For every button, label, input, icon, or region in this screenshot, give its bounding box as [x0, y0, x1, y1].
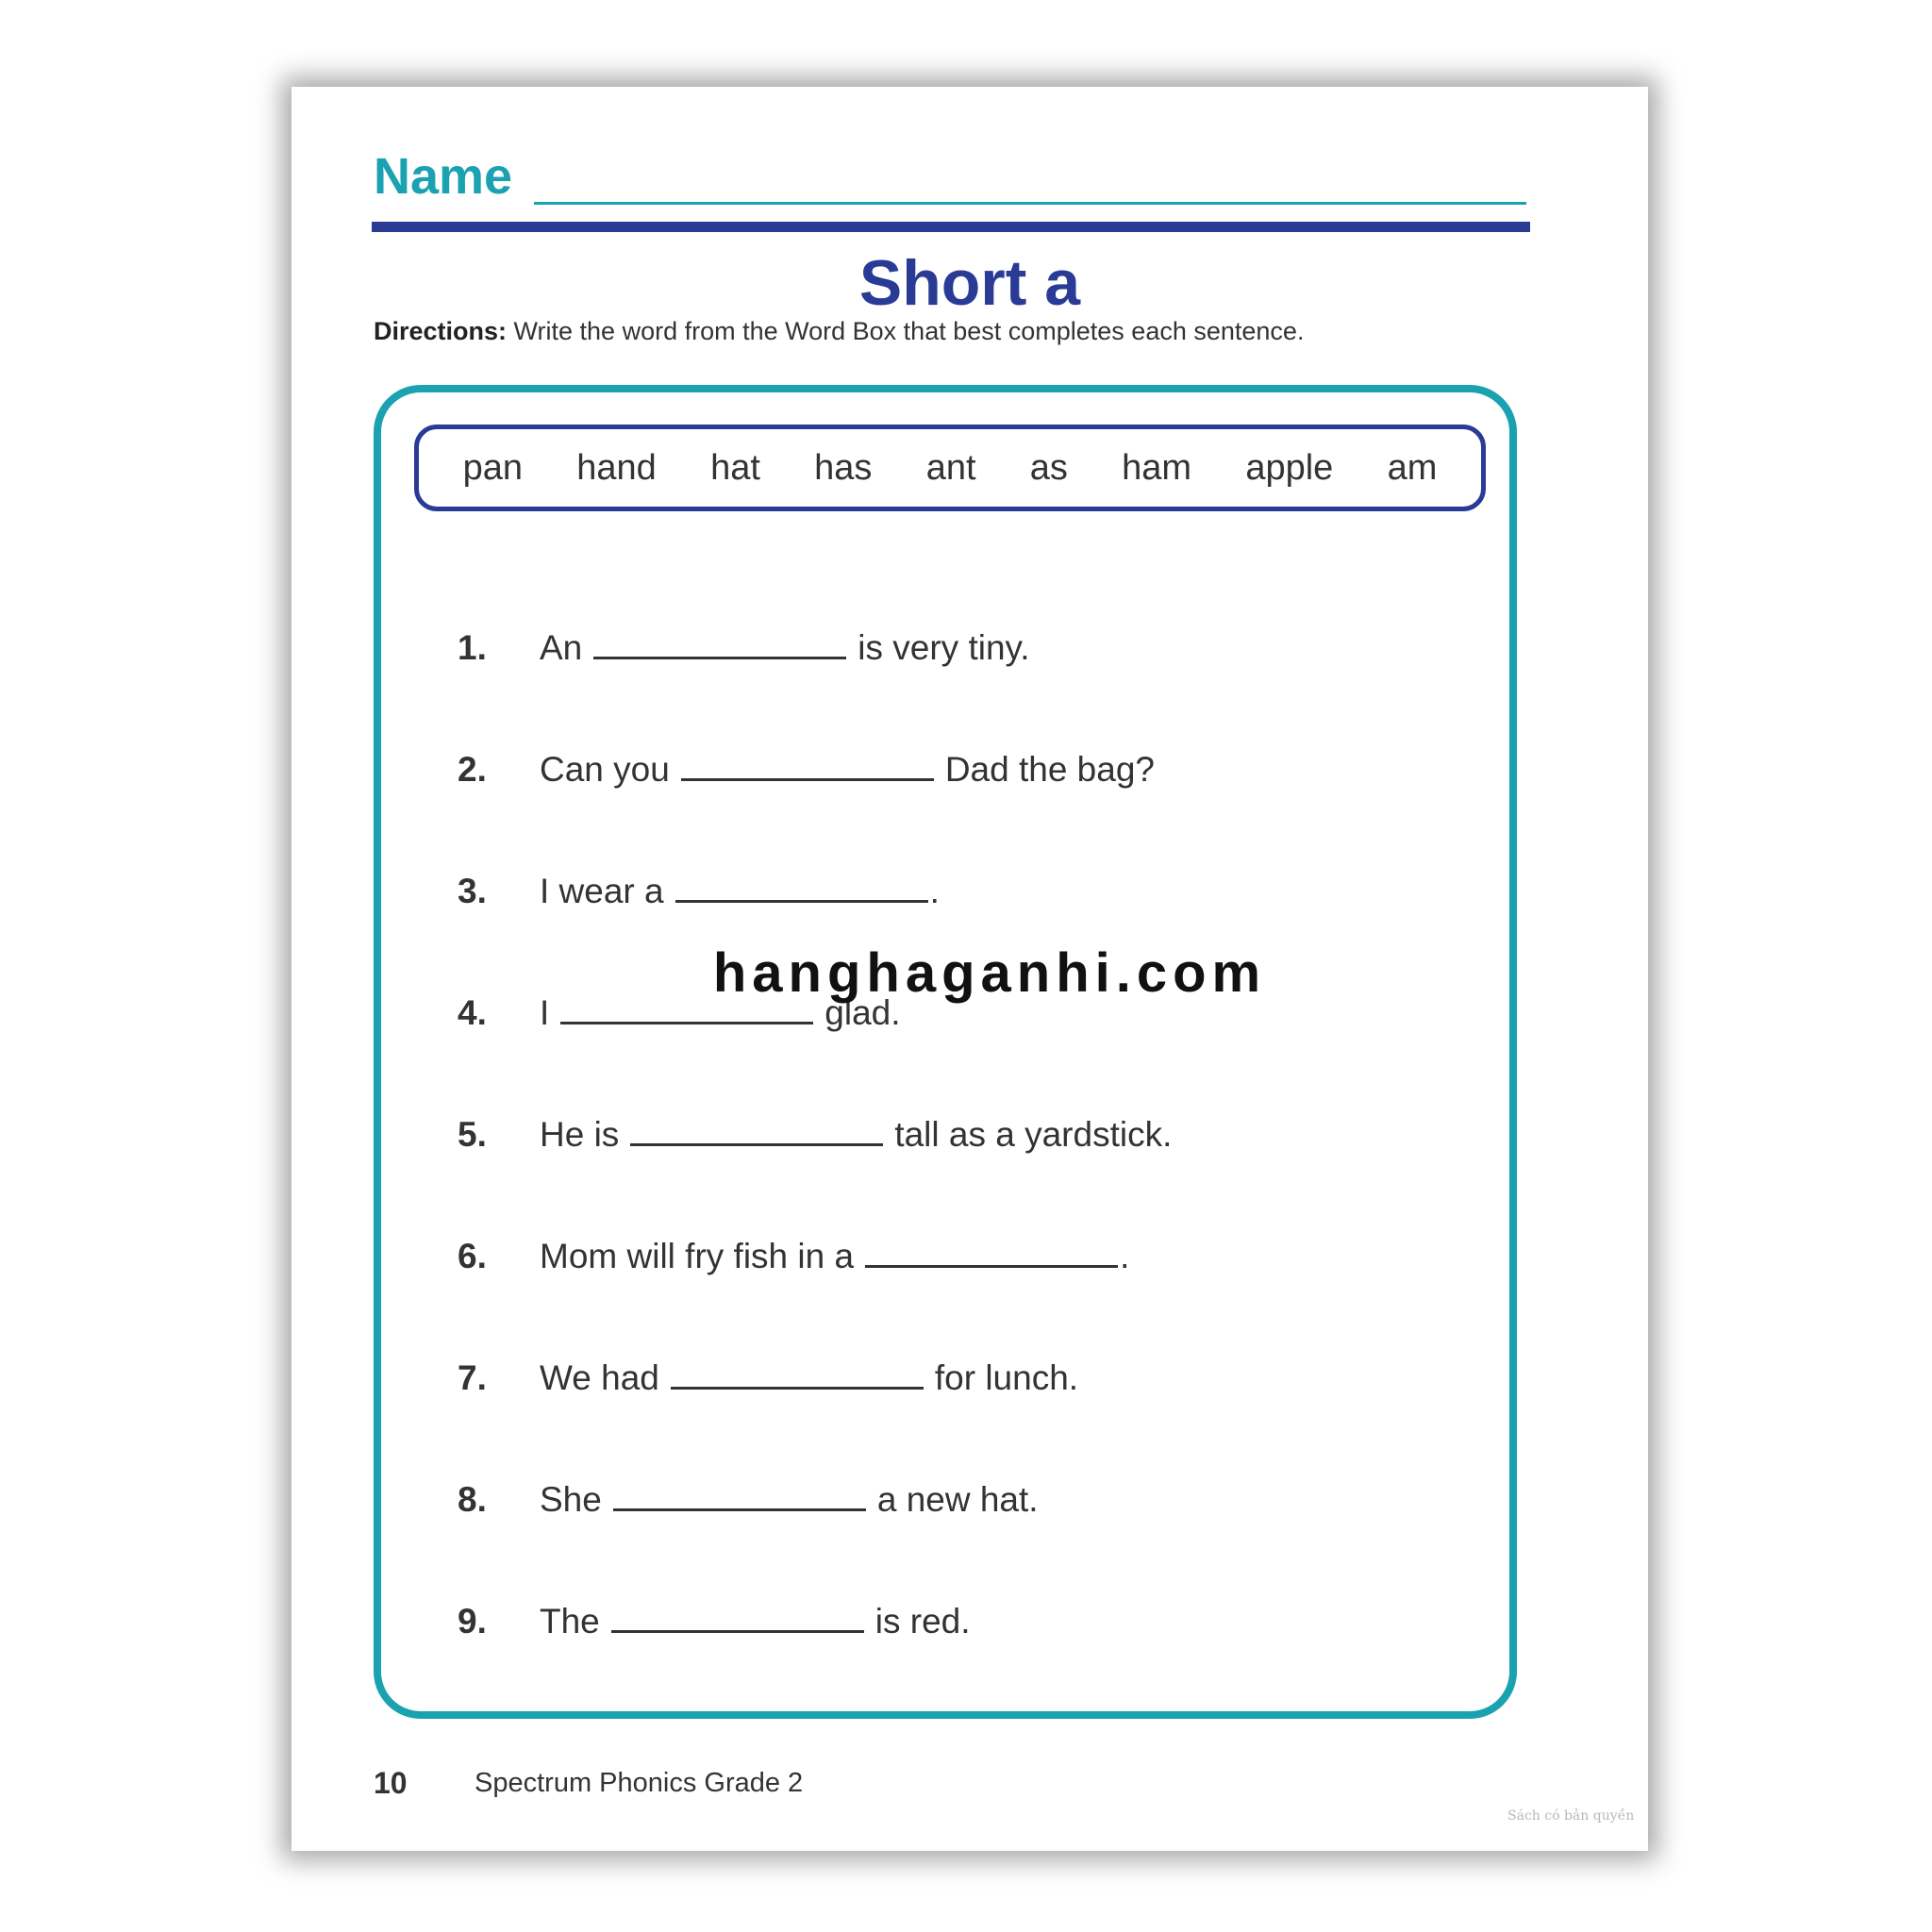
- sentence-number: 5.: [458, 1115, 487, 1154]
- sentence-number: 8.: [458, 1480, 487, 1519]
- answer-blank[interactable]: [611, 1602, 864, 1633]
- page-title: Short a: [858, 247, 1081, 319]
- answer-blank[interactable]: [630, 1115, 883, 1146]
- name-line: [534, 202, 1526, 205]
- sentence-number: 6.: [458, 1237, 487, 1275]
- sentence-1: [458, 628, 1030, 685]
- word-box-item: hat: [710, 447, 760, 488]
- sentence-6: [458, 1237, 1129, 1293]
- sentence-after: .: [1120, 1237, 1130, 1275]
- word-box-item: ham: [1122, 447, 1192, 488]
- sentence-number: 3.: [458, 872, 487, 910]
- word-box-item: hand: [576, 447, 657, 488]
- book-title: Spectrum Phonics Grade 2: [475, 1768, 804, 1798]
- sentence-number: 1.: [458, 628, 487, 667]
- sentence-number: 2.: [458, 750, 487, 789]
- sentence-after: glad.: [824, 993, 901, 1032]
- directions: [374, 317, 1304, 346]
- sentence-9: [458, 1602, 971, 1658]
- name-row: [374, 148, 1532, 257]
- answer-blank[interactable]: [865, 1237, 1118, 1268]
- sentence-before: The: [540, 1602, 600, 1641]
- name-rule: [372, 222, 1530, 232]
- word-box: [414, 425, 1486, 511]
- sentence-number: 7.: [458, 1358, 487, 1397]
- sentence-after: a new hat.: [876, 1480, 1039, 1519]
- sentence-3: [458, 872, 940, 928]
- sentence-before: An: [540, 628, 583, 667]
- word-box-item: as: [1029, 447, 1068, 488]
- sentence-after: .: [929, 872, 940, 910]
- sentence-number: 9.: [458, 1602, 487, 1641]
- sentence-after: is very tiny.: [858, 628, 1030, 667]
- directions-label: Directions:: [374, 317, 508, 345]
- sentence-2: [458, 750, 1155, 807]
- sentence-after: Dad the bag?: [944, 750, 1155, 789]
- answer-blank[interactable]: [613, 1480, 866, 1511]
- answer-blank[interactable]: [675, 872, 928, 903]
- sentence-after: tall as a yardstick.: [894, 1115, 1173, 1154]
- copyright-note: Sách có bản quyền: [1507, 1808, 1635, 1824]
- sentence-7: [458, 1358, 1078, 1415]
- sentence-before: I wear a: [540, 872, 664, 910]
- answer-blank[interactable]: [681, 750, 934, 781]
- word-box-item: has: [814, 447, 873, 488]
- sentence-before: I: [540, 993, 550, 1032]
- sentence-5: [458, 1115, 1172, 1172]
- page-number: 10: [374, 1766, 408, 1800]
- word-box-item: apple: [1245, 447, 1334, 488]
- directions-text: Write the word from the Word Box that best completes each sentence.: [507, 317, 1305, 345]
- sentence-number: 4.: [458, 993, 487, 1032]
- sentence-before: She: [540, 1480, 602, 1519]
- sentence-after: is red.: [874, 1602, 971, 1641]
- word-box-item: pan: [462, 447, 524, 488]
- sentence-before: He is: [540, 1115, 620, 1154]
- watermark-text: hanghaganhi.com: [712, 942, 1267, 1004]
- name-label: Name: [374, 148, 513, 205]
- answer-blank[interactable]: [593, 628, 846, 659]
- word-box-item: am: [1387, 447, 1438, 488]
- sentence-after: for lunch.: [934, 1358, 1079, 1397]
- word-box-item: ant: [925, 447, 976, 488]
- answer-blank[interactable]: [671, 1358, 924, 1390]
- sentence-before: Can you: [540, 750, 670, 789]
- sentence-before: We had: [540, 1358, 659, 1397]
- sentence-8: [458, 1480, 1039, 1537]
- sentence-before: Mom will fry fish in a: [540, 1237, 855, 1275]
